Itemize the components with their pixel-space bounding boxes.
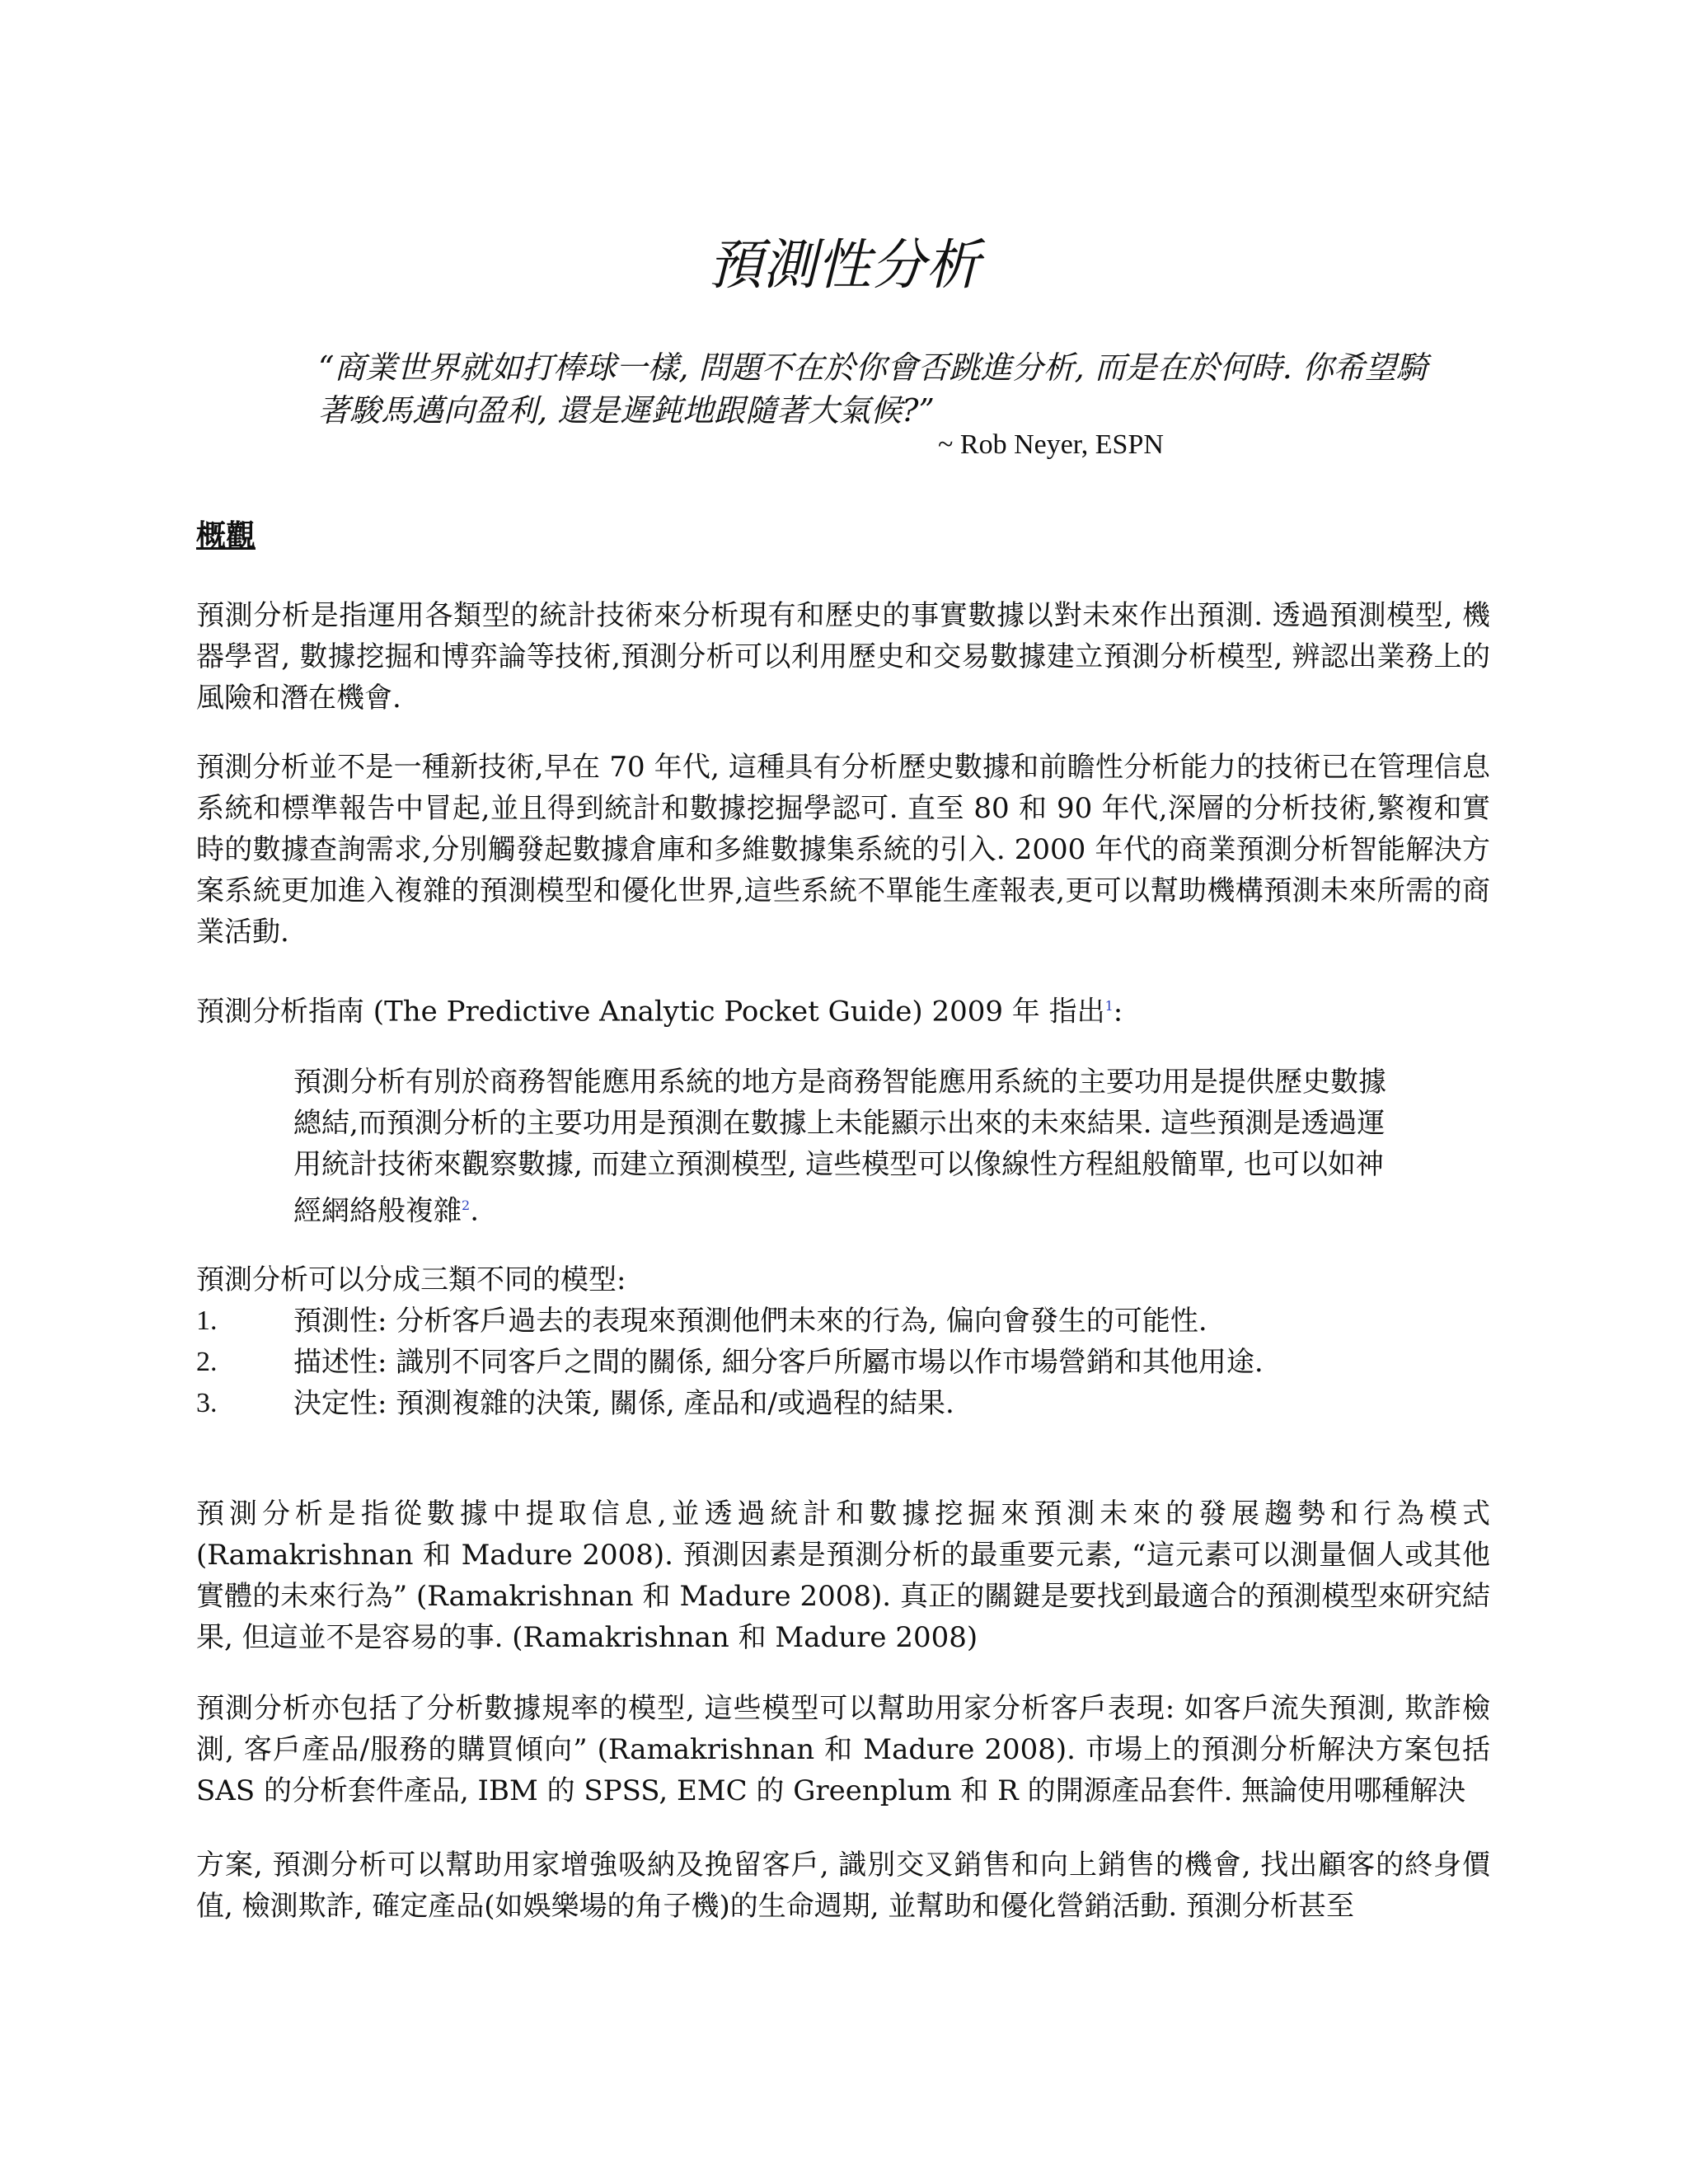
page-title: 預測性分析: [708, 233, 980, 297]
epigraph-quote: “商業世界就如打棒球一樣, 問題不在於你會否跳進分析, 而是在於何時. 你希望騎著駿馬邁向盈利, 還是遲鈍地跟隨著大氣候?”: [318, 349, 1428, 429]
paragraph-definition: 預測分析是指從數據中提取信息,並透過統計和數據挖掘來預測未來的發展趨勢和行為模式 (Ramakrishnan 和 Madure 2008). 預測因素是預測分析的最重要元素, “這元素可以測量個人或其他實體的未來行為” (Ramakrishnan 和 Madure 2008). 真正的關鍵是要找到最適合的預測模型來研究結果, 但這並不是容易的事. (Ramakrishnan 和 Madure 2008): [196, 1497, 1490, 1654]
section-heading: 概觀: [196, 518, 256, 553]
block-quote: [293, 1062, 1398, 1231]
paragraph-solutions: 預測分析亦包括了分析數據規率的模型, 這些模型可以幫助用家分析客戶表現: 如客戶流失預測, 欺詐檢測, 客戶產品/服務的購買傾向” (Ramakrishnan 和 Madure 2008). 市場上的預測分析解決方案包括 SAS 的分析套件產品, IBM 的 SPSS, EMC 的 Greenplum 和 R 的開源產品套件. 無論使用哪種解決: [196, 1692, 1490, 1807]
guide-intro-text: 預測分析指南 (The Predictive Analytic Pocket Guide) 2009 年 指出: [196, 995, 1105, 1029]
list-item-text: 決定性: 預測複雜的決策, 關係, 產品和/或過程的結果.: [293, 1387, 954, 1420]
list-item-number: 2.: [196, 1347, 218, 1377]
footnote-ref-1[interactable]: 1: [1104, 998, 1114, 1014]
list-item: [196, 1383, 1490, 1424]
quote-attribution: ~ Rob Neyer, ESPN: [938, 429, 1164, 460]
block-quote-tail: .: [470, 1194, 479, 1228]
paragraph-benefits: 方案, 預測分析可以幫助用家增強吸納及挽留客戶, 識別交叉銷售和向上銷售的機會, 找出顧客的終身價值, 檢測欺詐, 確定產品(如娛樂場的角子機)的生命週期, 並幫助和優化營銷活動. 預測分析甚至: [196, 1849, 1490, 1923]
paragraph-overview-2: 預測分析並不是一種新技術,早在 70 年代, 這種具有分析歷史數據和前瞻性分析能力的技術已在管理信息系統和標準報告中冒起,並且得到統計和數據挖掘學認可. 直至 80 和 90 年代,深層的分析技術,繁複和實時的數據查詢需求,分別觸發起數據倉庫和多維數據集系統的引入. 2000 年代的商業預測分析智能解決方案系統更加進入複雜的預測模型和優化世界,這些系統不單能生產報表,更可以幫助機構預測未來所需的商業活動.: [196, 751, 1490, 949]
list-item-number: 3.: [196, 1388, 218, 1418]
list-item-text: 描述性: 識別不同客戶之間的關係, 細分客戶所屬市場以作市場營銷和其他用途.: [293, 1346, 1264, 1379]
list-item-text: 預測性: 分析客戶過去的表現來預測他們未來的行為, 偏向會發生的可能性.: [293, 1305, 1207, 1338]
model-types-list: [196, 1259, 1490, 1424]
footnote-ref-2[interactable]: 2: [462, 1197, 471, 1213]
list-item: [196, 1342, 1490, 1383]
guide-intro-tail: :: [1113, 995, 1123, 1029]
list-item: [196, 1301, 1490, 1342]
list-intro: 預測分析可以分成三類不同的模型:: [196, 1263, 626, 1296]
list-item-number: 1.: [196, 1305, 218, 1336]
block-quote-text: 預測分析有別於商務智能應用系統的地方是商務智能應用系統的主要功用是提供歷史數據總結,而預測分析的主要功用是預測在數據上未能顯示出來的未來結果. 這些預測是透過運用統計技術來觀察數據, 而建立預測模型, 這些模型可以像線性方程組般簡單, 也可以如神經網絡般複雜: [293, 1066, 1386, 1228]
paragraph-overview-1: 預測分析是指運用各類型的統計技術來分析現有和歷史的事實數據以對未來作出預測. 透過預測模型, 機器學習, 數據挖掘和博弈論等技術,預測分析可以利用歷史和交易數據建立預測分析模型, 辨認出業務上的風險和潛在機會.: [196, 599, 1490, 715]
paragraph-guide-intro: [196, 986, 1490, 1032]
